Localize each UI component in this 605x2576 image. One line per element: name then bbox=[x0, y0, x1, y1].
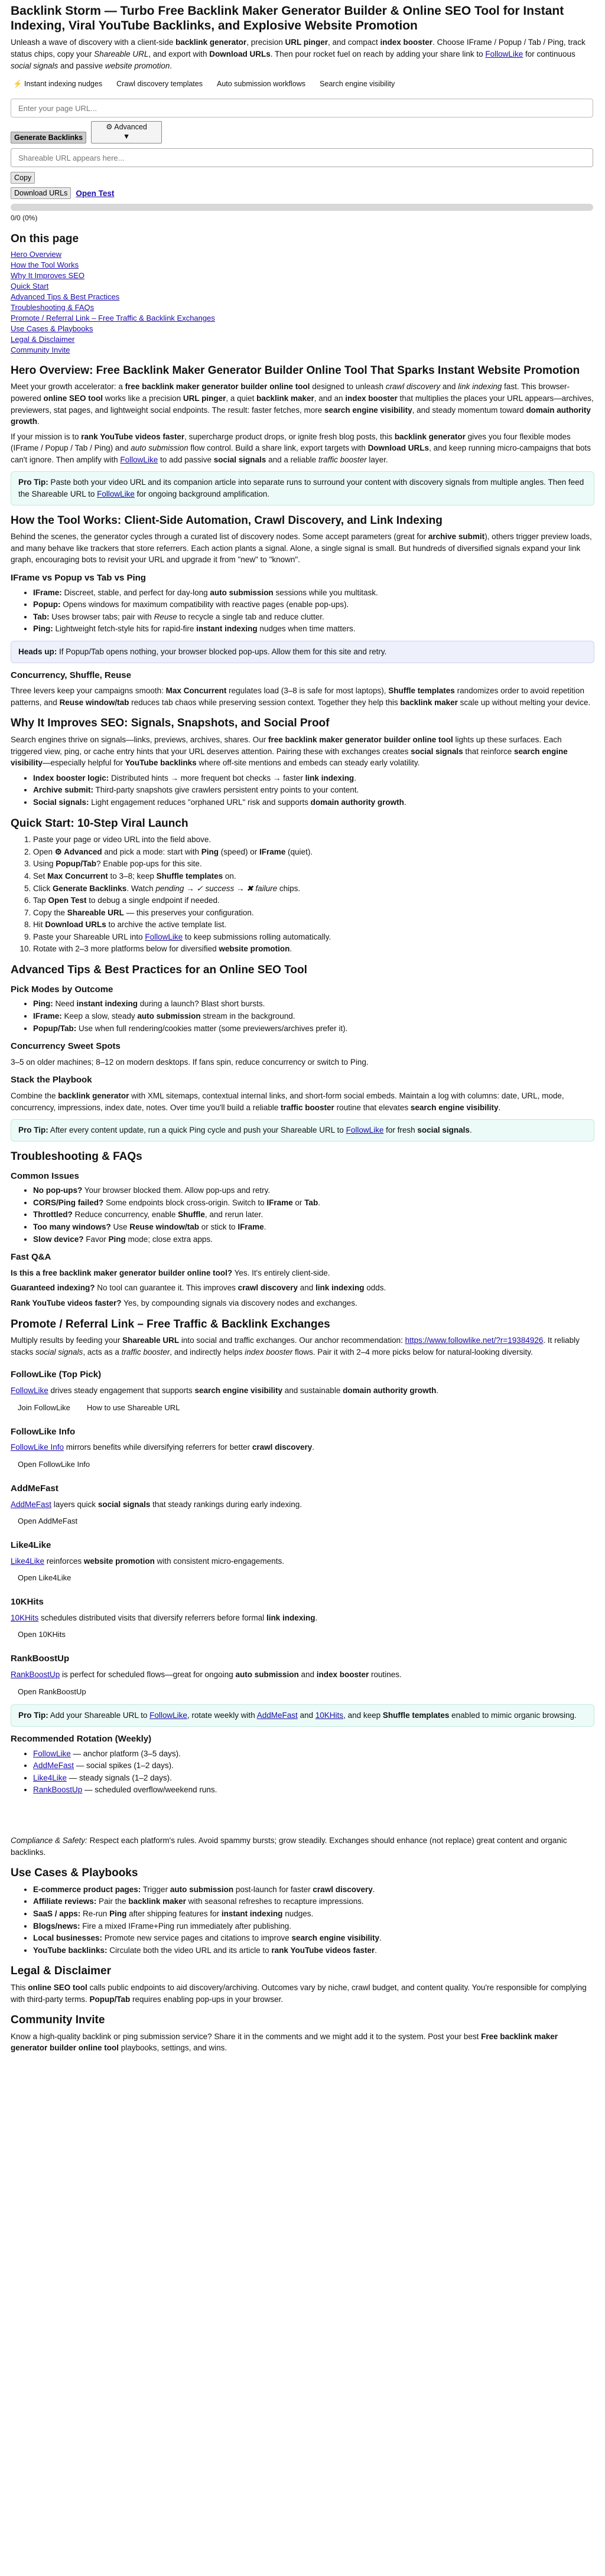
community-title: Community Invite bbox=[11, 2014, 105, 2027]
list-item: 9. Paste your Shareable URL into FollowLike to keep submissions rolling automatically. bbox=[33, 931, 594, 943]
text-link[interactable]: Like4Like bbox=[11, 1556, 45, 1566]
text-link[interactable]: FollowLike bbox=[97, 489, 135, 498]
exchange-description: Like4Like reinforces website promotion with consistent micro-engagements. bbox=[11, 1556, 284, 1566]
rotation-list bbox=[11, 1748, 594, 1796]
exchange-name: Like4Like bbox=[11, 1540, 51, 1550]
toc-link[interactable]: Legal & Disclaimer bbox=[11, 334, 75, 344]
tab-crawl-discovery[interactable]: Crawl discovery templates bbox=[116, 80, 203, 89]
modes-list bbox=[11, 587, 594, 635]
exchange-button[interactable]: Open AddMeFast bbox=[18, 1517, 78, 1526]
text-link[interactable]: FollowLike bbox=[11, 1386, 48, 1395]
text-link[interactable]: FollowLike bbox=[33, 1749, 71, 1758]
text-link[interactable]: FollowLike bbox=[149, 1711, 187, 1720]
exchange-description: FollowLike Info mirrors benefits while diversifying referrers for better crawl discovery. bbox=[11, 1443, 314, 1452]
exchange-button[interactable]: Open Like4Like bbox=[18, 1573, 71, 1583]
progress-bar bbox=[11, 204, 593, 211]
tab-instant-indexing[interactable]: ⚡ Instant indexing nudges bbox=[13, 80, 103, 89]
exchange-card bbox=[11, 1652, 594, 1698]
shareable-url-field[interactable] bbox=[11, 148, 593, 167]
list-item: • Popup: Opens windows for maximum compatibility with reactive pages (enable pop-ups). bbox=[33, 599, 594, 611]
troubleshooting-title: Troubleshooting & FAQs bbox=[11, 1150, 142, 1163]
text-link[interactable]: 10KHits bbox=[315, 1711, 344, 1720]
list-item: 10. Rotate with 2–3 more platforms below for diversified website promotion. bbox=[33, 943, 594, 955]
text-link[interactable]: Like4Like bbox=[33, 1773, 67, 1782]
list-item: 4. Set Max Concurrent to 3–8; keep Shuffle templates on. bbox=[33, 870, 594, 882]
hero-paragraph-2: If your mission is to rank YouTube videos faster, supercharge product drops, or ignite fresh blog posts, this backlink generator gives you four flexible modes (IFrame / Popup / Tab / Ping) and auto submission flow control. Build a share link, export targets with Download URLs, and keep running micro-campaigns that bots can't ignore. Then amplify with FollowLike to add passive social signals and a reliable traffic booster layer. bbox=[11, 432, 591, 464]
toc-link[interactable]: Advanced Tips & Best Practices bbox=[11, 292, 120, 302]
common-issues-title: Common Issues bbox=[11, 1170, 79, 1181]
fast-qa-title: Fast Q&A bbox=[11, 1252, 51, 1263]
stack-paragraph: Combine the backlink generator with XML sitemaps, contextual internal links, and short-form social embeds. Maintain a log with columns: date, URL, mode, concurrency, impressions, index date, notes. Over time you'll build a reliable traffic booster routine that elevates search engine visibility. bbox=[11, 1091, 564, 1112]
text-link[interactable]: FollowLike bbox=[120, 455, 158, 464]
list-item: • Local businesses: Promote new service pages and citations to improve search engine visibility. bbox=[33, 1932, 594, 1944]
text-link[interactable]: RankBoostUp bbox=[33, 1785, 83, 1795]
list-item: • AddMeFast — social spikes (1–2 days). bbox=[33, 1760, 594, 1772]
list-item: 3. Using Popup/Tab? Enable pop-ups for this site. bbox=[33, 858, 594, 870]
promote-paragraph: Multiply results by feeding your Shareable URL into social and traffic exchanges. Our anchor recommendation: https://www.followlike.net/?r=19384926. It reliably stacks social signals, acts as a traffic booster, and indirectly helps index booster flows. Pair it with 2–4 more picks below for natural-looking diversity. bbox=[11, 1336, 580, 1357]
chevron-down-icon: ▼ bbox=[122, 132, 131, 141]
toc-link[interactable]: How the Tool Works bbox=[11, 260, 79, 270]
list-item: 7. Copy the Shareable URL — this preserves your configuration. bbox=[33, 907, 594, 919]
pro-tip-box-3: Pro Tip: Add your Shareable URL to FollowLike, rotate weekly with AddMeFast and 10KHits, and keep Shuffle templates enabled to mimic organic browsing. bbox=[11, 1704, 594, 1727]
sweet-spots-title: Concurrency Sweet Spots bbox=[11, 1041, 121, 1052]
qa-item: Rank YouTube videos faster? Yes, by compounding signals via discovery nodes and exchanges. bbox=[11, 1299, 357, 1308]
exchange-card bbox=[11, 1539, 594, 1585]
list-item: • Popup/Tab: Use when full rendering/cookies matter (some previewers/archives prefer it). bbox=[33, 1023, 594, 1035]
text-link[interactable]: AddMeFast bbox=[33, 1761, 74, 1770]
why-list bbox=[11, 772, 594, 808]
pick-modes-list bbox=[11, 998, 594, 1034]
toc-link[interactable]: Quick Start bbox=[11, 282, 49, 291]
exchange-name: RankBoostUp bbox=[11, 1654, 70, 1664]
list-item: • Blogs/news: Fire a mixed IFrame+Ping run immediately after publishing. bbox=[33, 1920, 594, 1932]
list-item: 6. Tap Open Test to debug a single endpoint if needed. bbox=[33, 895, 594, 907]
text-link[interactable]: FollowLike bbox=[145, 932, 183, 941]
pick-modes-title: Pick Modes by Outcome bbox=[11, 984, 113, 994]
exchange-description: AddMeFast layers quick social signals that steady rankings during early indexing. bbox=[11, 1499, 302, 1509]
how-paragraph: Behind the scenes, the generator cycles through a curated list of discovery nodes. Some accept parameters (great for archive submit), others trigger preview loads, and many behave like trackers that store referrers. Each action plants a signal. Alone, a single signal is small. But hundreds of diversified signals expand your link graph, encouraging bots to revisit your URL and upgrade it from "new" to "known". bbox=[11, 532, 592, 565]
common-issues-list bbox=[11, 1185, 594, 1245]
table-of-contents bbox=[11, 249, 594, 355]
list-item: • Like4Like — steady signals (1–2 days). bbox=[33, 1772, 594, 1784]
why-title: Why It Improves SEO: Signals, Snapshots, and Social Proof bbox=[11, 717, 330, 730]
exchange-button[interactable]: Join FollowLike bbox=[18, 1403, 70, 1412]
community-paragraph: Know a high-quality backlink or ping submission service? Share it in the comments and we might add it to the system. Post your best Free backlink maker generator builder online tool playbooks, settings, and wins. bbox=[11, 2032, 558, 2053]
download-urls-button[interactable]: Download URLs bbox=[11, 187, 71, 199]
list-item: • Too many windows? Use Reuse window/tab or stick to IFrame. bbox=[33, 1221, 594, 1233]
tab-auto-submission[interactable]: Auto submission workflows bbox=[216, 80, 306, 89]
exchange-card bbox=[11, 1368, 594, 1414]
exchange-card bbox=[11, 1482, 594, 1528]
concurrency-paragraph: Three levers keep your campaigns smooth: Max Concurrent regulates load (3–8 is safe for most laptops), Shuffle templates randomizes order to avoid repetition patterns, and Reuse window/tab reduces tab chaos while preserving session context. Together they help this backlink maker scale up without melting your device. bbox=[11, 686, 591, 707]
url-input[interactable] bbox=[11, 99, 593, 118]
toc-title: On this page bbox=[11, 232, 79, 245]
toc-link[interactable]: Community Invite bbox=[11, 345, 70, 354]
qa-item: Guaranteed indexing? No tool can guarantee it. This improves crawl discovery and link indexing odds. bbox=[11, 1283, 386, 1293]
exchange-card bbox=[11, 1596, 594, 1642]
page-title: Backlink Storm — Turbo Free Backlink Maker Generator Builder & Online SEO Tool for Instant Indexing, Viral YouTube Backlinks, and Explosive Website Promotion bbox=[11, 4, 564, 33]
list-item: • Throttled? Reduce concurrency, enable Shuffle, and rerun later. bbox=[33, 1209, 594, 1221]
list-item: • FollowLike — anchor platform (3–5 days). bbox=[33, 1748, 594, 1760]
why-paragraph: Search engines thrive on signals—links, previews, archives, shares. Our free backlink maker generator builder online tool lights up these surfaces. Each triggered view, ping, or cache entry hints that your URL deserves attention. Pairing these with exchanges creates social signals that reinforce search engine visibility—especially helpful for YouTube backlinks where off-site mentions and embeds can steady early volatility. bbox=[11, 735, 568, 768]
list-item: • RankBoostUp — scheduled overflow/weekend runs. bbox=[33, 1784, 594, 1796]
toc-link[interactable]: Use Cases & Playbooks bbox=[11, 324, 93, 333]
list-item: 5. Click Generate Backlinks. Watch pending → ✓ success → ✖ failure chips. bbox=[33, 883, 594, 895]
list-item: • Ping: Need instant indexing during a launch? Blast short bursts. bbox=[33, 998, 594, 1010]
advanced-toggle[interactable] bbox=[91, 121, 162, 144]
list-item: 2. Open ⚙ Advanced and pick a mode: start with Ping (speed) or IFrame (quiet). bbox=[33, 846, 594, 858]
modes-title: IFrame vs Popup vs Tab vs Ping bbox=[11, 572, 146, 583]
tab-search-visibility[interactable]: Search engine visibility bbox=[320, 80, 395, 89]
list-item: • Index booster logic: Distributed hints → more frequent bot checks → faster link indexing. bbox=[33, 772, 594, 784]
exchange-button[interactable]: Open 10KHits bbox=[18, 1630, 66, 1639]
exchange-list bbox=[11, 1368, 594, 1698]
advanced-label: ⚙ Advanced bbox=[106, 123, 147, 132]
toc-link[interactable]: Promote / Referral Link – Free Traffic & Backlink Exchanges bbox=[11, 313, 215, 322]
list-item: • No pop-ups? Your browser blocked them. Allow pop-ups and retry. bbox=[33, 1185, 594, 1196]
rotation-title: Recommended Rotation (Weekly) bbox=[11, 1733, 152, 1744]
legal-paragraph: This online SEO tool calls public endpoints to aid discovery/archiving. Outcomes vary by niche, crawl budget, and content quality. You're responsible for complying with third-party terms. Popup/Tab requires enabling pop-ups in your browser. bbox=[11, 1982, 587, 2004]
hero-paragraph-1: Meet your growth accelerator: a free backlink maker generator builder online tool designed to unleash crawl discovery and link indexing fast. This browser-powered online SEO tool works like a precision URL pinger, a quiet backlink maker, and an index booster that multiplies the places your URL appears—archives, previewers, stat pages, and lightweight social endpoints. The result: faster fetches, more search engine visibility, and steady momentum toward domain authority growth. bbox=[11, 382, 594, 426]
heads-up-box: Heads up: If Popup/Tab opens nothing, your browser blocked pop-ups. Allow them for this site and retry. bbox=[11, 641, 594, 663]
exchange-card bbox=[11, 1426, 594, 1472]
list-item: • Ping: Lightweight fetch-style hits for rapid-fire instant indexing nudges when time matters. bbox=[33, 623, 594, 635]
intro-paragraph: Unleash a wave of discovery with a client-side backlink generator, precision URL pinger, and compact index booster. Choose IFrame / Popup / Tab / Ping, track status chips, copy your Shareable URL, and export with Download URLs. Then pour rocket fuel on reach by adding your share link to FollowLike for continuous social signals and passive website promotion. bbox=[11, 38, 586, 70]
promote-title: Promote / Referral Link – Free Traffic & Backlink Exchanges bbox=[11, 1318, 330, 1331]
feature-tabs bbox=[11, 77, 594, 90]
list-item: • IFrame: Discreet, stable, and perfect for day-long auto submission sessions while you multitask. bbox=[33, 587, 594, 599]
usecases-title: Use Cases & Playbooks bbox=[11, 1867, 138, 1880]
qa-item: Is this a free backlink maker generator builder online tool? Yes. It's entirely client-side. bbox=[11, 1268, 330, 1277]
text-link[interactable]: FollowLike bbox=[346, 1126, 384, 1135]
concurrency-title: Concurrency, Shuffle, Reuse bbox=[11, 670, 131, 680]
toc-link[interactable]: Hero Overview bbox=[11, 250, 61, 259]
exchange-name: FollowLike Info bbox=[11, 1426, 76, 1437]
list-item: • SaaS / apps: Re-run Ping after shipping features for instant indexing nudges. bbox=[33, 1908, 594, 1920]
compliance-paragraph: Compliance & Safety: Respect each platform's rules. Avoid spammy bursts; grow steadily. Exchanges should enhance (not replace) great content and organic backlinks. bbox=[11, 1835, 567, 1857]
text-link[interactable]: AddMeFast bbox=[11, 1499, 52, 1509]
generate-row bbox=[11, 121, 594, 144]
text-link[interactable]: FollowLike Info bbox=[11, 1443, 64, 1452]
advanced-title: Advanced Tips & Best Practices for an Online SEO Tool bbox=[11, 963, 307, 976]
list-item: • YouTube backlinks: Circulate both the video URL and its article to rank YouTube videos faster. bbox=[33, 1945, 594, 1957]
exchange-description: 10KHits schedules distributed visits that diversify referrers before formal link indexing. bbox=[11, 1613, 318, 1622]
exchange-button[interactable]: Open FollowLike Info bbox=[18, 1459, 90, 1469]
list-item: • CORS/Ping failed? Some endpoints block cross-origin. Switch to IFrame or Tab. bbox=[33, 1197, 594, 1209]
toc-link[interactable]: Troubleshooting & FAQs bbox=[11, 303, 95, 312]
pro-tip-box-2: Pro Tip: After every content update, run a quick Ping cycle and push your Shareable URL to FollowLike for fresh social signals. bbox=[11, 1119, 594, 1142]
list-item: • Affiliate reviews: Pair the backlink maker with seasonal refreshes to recapture impressions. bbox=[33, 1896, 594, 1907]
copy-button[interactable]: Copy bbox=[11, 172, 35, 184]
list-item: • IFrame: Keep a slow, steady auto submission stream in the background. bbox=[33, 1010, 594, 1022]
exchange-description: RankBoostUp is perfect for scheduled flows—great for ongoing auto submission and index booster routines. bbox=[11, 1669, 402, 1679]
exchange-button[interactable]: How to use Shareable URL bbox=[86, 1403, 180, 1412]
how-title: How the Tool Works: Client-Side Automation, Crawl Discovery, and Link Indexing bbox=[11, 514, 443, 527]
list-item: • Social signals: Light engagement reduces "orphaned URL" risk and supports domain authority growth. bbox=[33, 797, 594, 808]
exchange-name: FollowLike (Top Pick) bbox=[11, 1369, 102, 1380]
toc-link[interactable]: Why It Improves SEO bbox=[11, 271, 84, 281]
quickstart-title: Quick Start: 10-Step Viral Launch bbox=[11, 817, 188, 830]
list-item: • Archive submit: Third-party snapshots give crawlers persistent entry points to your content. bbox=[33, 784, 594, 796]
hero-title: Hero Overview: Free Backlink Maker Generator Builder Online Tool That Sparks Instant Website Promotion bbox=[11, 364, 580, 377]
pro-tip-box: Pro Tip: Paste both your video URL and its companion article into separate runs to surround your content with discovery signals from multiple angles. Then feed the Shareable URL to FollowLike for ongoing background amplification. bbox=[11, 471, 594, 505]
legal-title: Legal & Disclaimer bbox=[11, 1965, 112, 1978]
list-item: 1. Paste your page or video URL into the field above. bbox=[33, 834, 594, 846]
list-item: • E-commerce product pages: Trigger auto submission post-launch for faster crawl discovery. bbox=[33, 1884, 594, 1896]
list-item: • Tab: Uses browser tabs; pair with Reuse to recycle a single tab and reduce clutter. bbox=[33, 611, 594, 623]
sweet-spots-paragraph: 3–5 on older machines; 8–12 on modern desktops. If fans spin, reduce concurrency or switch to Ping. bbox=[11, 1057, 369, 1067]
generate-backlinks-button[interactable]: Generate Backlinks bbox=[11, 132, 86, 144]
list-item: • Slow device? Favor Ping mode; close extra apps. bbox=[33, 1234, 594, 1245]
followlike-link[interactable]: FollowLike bbox=[485, 49, 523, 58]
exchange-button[interactable]: Open RankBoostUp bbox=[18, 1687, 86, 1696]
quickstart-steps bbox=[11, 834, 594, 955]
text-link[interactable]: RankBoostUp bbox=[11, 1669, 60, 1679]
usecases-list bbox=[11, 1884, 594, 1956]
exchange-name: AddMeFast bbox=[11, 1483, 58, 1494]
text-link[interactable]: https://www.followlike.net/?r=19384926 bbox=[405, 1336, 544, 1345]
open-test-link[interactable]: Open Test bbox=[76, 188, 115, 198]
progress-text: 0/0 (0%) bbox=[11, 214, 38, 223]
text-link[interactable]: AddMeFast bbox=[256, 1711, 298, 1720]
exchange-name: 10KHits bbox=[11, 1597, 44, 1607]
text-link[interactable]: 10KHits bbox=[11, 1613, 39, 1622]
stack-title: Stack the Playbook bbox=[11, 1075, 92, 1085]
list-item: 8. Hit Download URLs to archive the active template list. bbox=[33, 919, 594, 931]
exchange-description: FollowLike drives steady engagement that supports search engine visibility and sustainable domain authority growth. bbox=[11, 1386, 439, 1395]
